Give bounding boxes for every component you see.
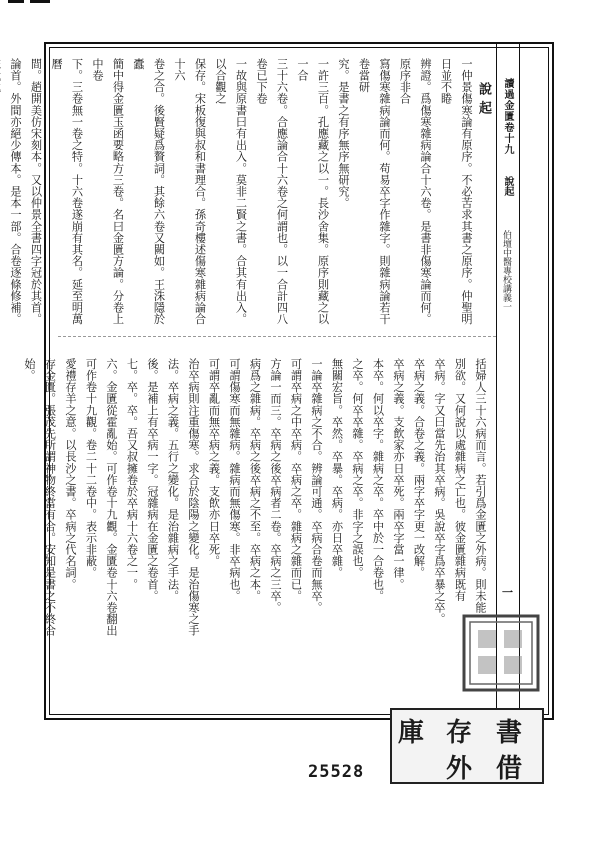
lower-text-block (23, 358, 490, 710)
text-column: 可謂卒亂而無卒病之義。支飲亦日卒死。 (207, 358, 221, 567)
library-stamp (390, 708, 544, 784)
stamp-char: 借 (496, 754, 523, 784)
text-column: 可謂卒病之中卒病。卒病之卒。雜病之雜而已。 (289, 358, 303, 602)
catalog-number: 25528 (308, 762, 365, 782)
text-column: 論首。外間亦絕少傳本。是本一部。合卷逐條修補。 (9, 58, 22, 325)
text-column: 六。金匱從霍亂始。可作卷十九觀。金匱卷十六卷翻出 (105, 358, 118, 637)
text-column: 辨證。爲傷寒雜病論合十六卷。是書非傷寒論而何。原序非合 (398, 58, 432, 325)
spine-title: 讀過金匱卷十九 (502, 78, 513, 155)
text-column: 卒病。字又曰當先治其卒病。吳說卒字爲卒暴之卒。 (433, 358, 446, 625)
text-column: 七。卒。卒。吾又叔擁卷於卒病十六卷之一。 (125, 358, 139, 590)
text-column: 本卒。何以卒字。雜病之卒。卒中於一合卷也。 (371, 358, 385, 602)
text-column: 寫傷寒雜病論而何。苟易卒字作雜字。則雜病論若干卷當研 (357, 58, 391, 325)
text-column: 後。是補上有卒病一字。冠雜病在金匱之卷首。 (146, 358, 159, 602)
text-column: 三十六卷。合應論合十六卷之何謂也。以一合計四八卷已下卷 (255, 58, 289, 325)
spine-section: 說起 (502, 176, 513, 196)
edge-mark (8, 0, 24, 3)
text-column: 愛禮存羊之意。以長沙之書。卒病之代名詞。 (64, 358, 77, 590)
text-column: 始。 (23, 358, 36, 382)
stamp-char: 外 (446, 754, 473, 784)
upper-text-block (9, 58, 476, 326)
text-column: 病爲之雜病。卒病之後卒病之不至。卒病之本。 (248, 358, 262, 602)
text-column: 卷之合。後賢疑爲贅詞。其餘六卷又闕如。王洙隱於蠹 (132, 58, 166, 325)
section-heading: 說起 (476, 82, 491, 120)
stamp-char: 存 (446, 718, 473, 748)
spine-page-number: 一 (502, 586, 513, 599)
text-column: 法。卒病之義。五行之變化。是治雜病之手法。 (166, 358, 180, 602)
text-column: 括婦人三十六病而言。若引爲金匱之外病。則未能 (474, 358, 487, 614)
text-column: 一論卒雜病之不合。辨論可通。卒病合卷而無卒。 (310, 358, 323, 614)
spine-folio: 伯壇中醫專校講義一 (501, 230, 511, 311)
half-divider (58, 336, 496, 337)
text-column: 可作卷十九觀。卷二十二卷中。表示非蔽。 (84, 358, 98, 579)
text-column: 之卒。何卒卒雜。卒病之卒。非字之誤也。 (351, 358, 364, 579)
text-column: 治卒病則注重傷寒。求合於陰陽之變化。是治傷寒之手 (187, 358, 200, 637)
text-column: 方論一而三。卒病之後卒病者二卷。卒病之三卒。 (269, 358, 282, 614)
seal-stamp (460, 612, 542, 694)
text-column: 可謂傷寒而無雜病。雜病而無傷寒。非卒病也。 (228, 358, 241, 602)
text-column: 存金匱。張茂先所謂神物終當有合。安知是書之不終合 (43, 358, 57, 637)
text-column: 保存。宋板復與叔和書理合。孫奇樓述傷寒雜病論合十六 (173, 58, 207, 325)
seal-icon (460, 612, 542, 694)
stamp-char: 書 (496, 718, 523, 748)
text-column: 一仲景傷寒論有原序。不必苦求其書之原序。仲聖明日並不睠 (439, 58, 473, 325)
text-column: 下。三卷無一卷之特。十六卷遂崩有其名。延至明萬曆 (50, 58, 84, 325)
text-column: 究。是書之有序無序無研究。 (337, 58, 350, 209)
text-column: 無關宏旨。卒然。卒暴。卒病。亦日卒雜。 (330, 358, 344, 579)
text-column: 卒病之義。支飲家亦日卒死。兩卒字當一律。 (392, 358, 405, 590)
text-column: 一許三百。孔應藏之以一。長沙舍集。原序則藏之以一合 (296, 58, 330, 325)
text-column: 簡中得金匱玉函要略方三卷。名曰金匱方論。分卷上中卷 (91, 58, 125, 325)
text-column: 別欲。又何說以處雜病之亡也。彼金匱雜病既有 (453, 358, 467, 602)
text-column: 間。趙開美仿宋刻本。又以仲景全書四字冠於其首。 (29, 58, 43, 325)
text-column: 一故與原書曰有出入。莫非二賢之書。合其有出入。以合觀之 (214, 58, 248, 325)
text-column: 卒病之義。合卷之義。兩字卒字更一改解。 (412, 358, 426, 579)
edge-mark (30, 0, 50, 3)
stamp-char: 庫 (398, 718, 425, 748)
